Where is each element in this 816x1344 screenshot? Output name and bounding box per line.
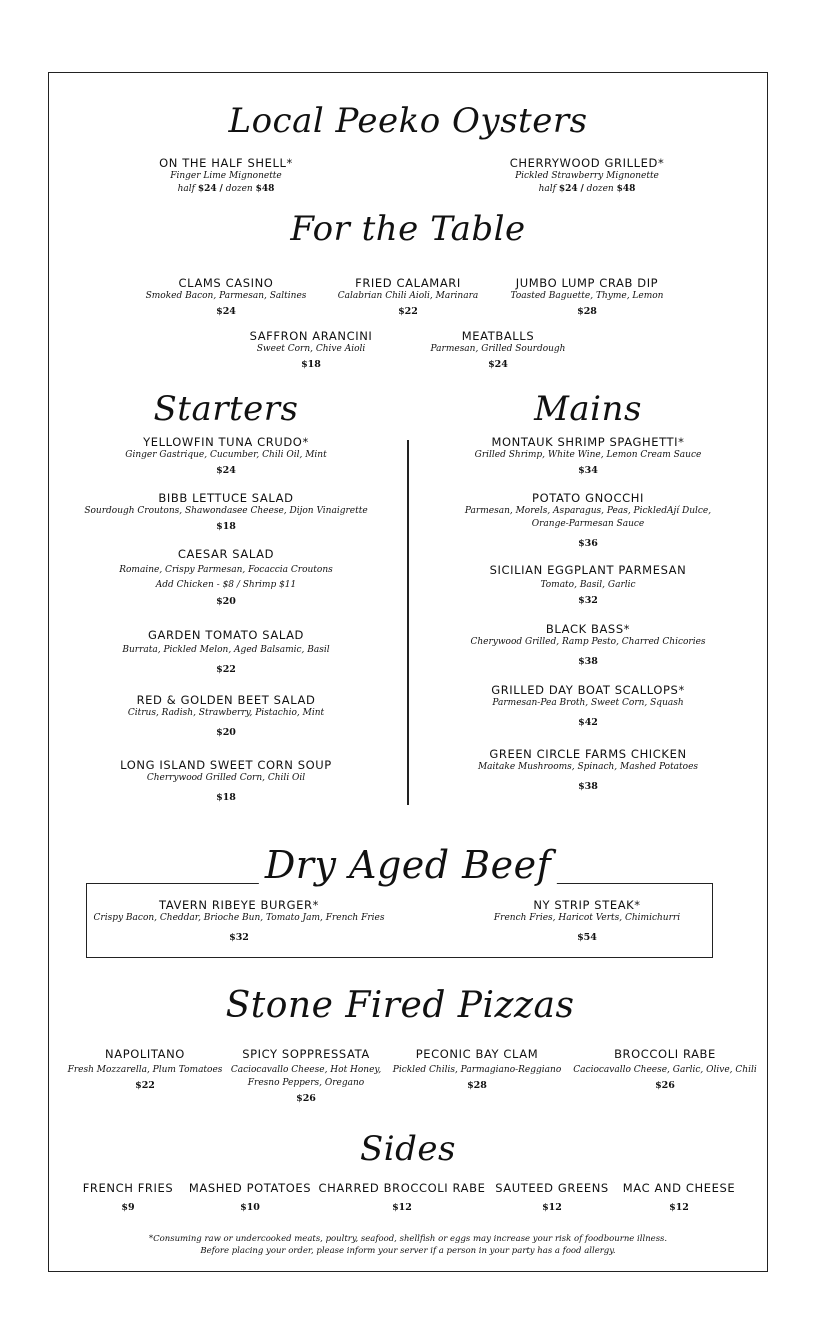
item-description: Finger Lime Mignonette [170, 171, 282, 181]
main-item [478, 747, 698, 793]
item-name: MEATBALLS [461, 329, 535, 343]
item-name: RED & GOLDEN BEET SALAD [136, 693, 316, 707]
item-name: ON THE HALF SHELL* [159, 156, 293, 170]
item-name: NY STRIP STEAK* [533, 898, 641, 912]
starter-item [125, 435, 326, 477]
item-price: $42 [578, 717, 598, 728]
item-name: YELLOWFIN TUNA CRUDO* [143, 435, 309, 449]
item-name: NAPOLITANO [105, 1047, 185, 1061]
dozen-label: dozen [586, 184, 614, 194]
item-price: $36 [578, 538, 598, 549]
beef-item [494, 898, 680, 944]
item-price: $20 [216, 596, 236, 607]
oyster-item [159, 156, 293, 196]
item-price: $26 [655, 1080, 675, 1091]
disclaimer-line: Before placing your order, please inform your server if a person in your party has a food allergy. [200, 1246, 616, 1256]
half-price: $24 [558, 184, 578, 194]
item-description: Cherrywood Grilled Corn, Chili Oil [146, 773, 306, 783]
item-price: $12 [392, 1202, 412, 1213]
column-divider [407, 440, 409, 805]
main-item [475, 435, 702, 477]
item-name: MONTAUK SHRIMP SPAGHETTI* [491, 435, 685, 449]
item-name: FRENCH FRIES [82, 1181, 174, 1195]
table-heading: For the Table [290, 209, 526, 249]
item-price: $18 [216, 521, 236, 532]
side-item [83, 1181, 174, 1214]
item-description: Ginger Gastrique, Cucumber, Chili Oil, Mint [125, 450, 327, 460]
table-item [250, 329, 373, 371]
item-description: Calabrian Chili Aioli, Marinara [337, 291, 479, 301]
pizza-item [573, 1047, 756, 1092]
item-description: Grilled Shrimp, White Wine, Lemon Cream Sauce [474, 450, 702, 460]
item-price: $34 [578, 465, 598, 476]
item-description: Pickled Chilis, Parmagiano-Reggiano [392, 1065, 562, 1075]
table-item [431, 329, 566, 371]
item-name: PECONIC BAY CLAM [415, 1047, 539, 1061]
dozen-price: $48 [255, 184, 275, 194]
pizzas-heading: Stone Fired Pizzas [225, 985, 575, 1026]
item-name: GREEN CIRCLE FARMS CHICKEN [489, 747, 687, 761]
pizza-item [231, 1047, 381, 1105]
item-description: Burrata, Pickled Melon, Aged Balsamic, Basil [122, 645, 330, 655]
item-description: Pickled Strawberry Mignonette [515, 171, 659, 181]
pizza-item [68, 1047, 223, 1092]
item-name: GARDEN TOMATO SALAD [147, 628, 305, 642]
item-addon: Add Chicken - $8 / Shrimp $11 [155, 580, 297, 590]
starter-item [119, 547, 333, 608]
disclaimer-line: *Consuming raw or undercooked meats, poultry, seafood, shellfish or eggs may increase your risk of foodbourne illness. [148, 1234, 668, 1244]
item-description: Smoked Bacon, Parmesan, Saltines [145, 291, 307, 301]
dozen-label: dozen [225, 184, 253, 194]
item-price: $22 [398, 306, 418, 317]
price-separator: / [219, 184, 223, 194]
item-description: Toasted Baguette, Thyme, Lemon [510, 291, 664, 301]
item-description: Sourdough Croutons, Shawondasee Cheese, Dijon Vinaigrette [84, 506, 368, 516]
starter-item [122, 628, 329, 676]
beef-item [94, 898, 385, 944]
item-description-cont: Fresno Peppers, Oregano [247, 1078, 365, 1088]
item-price: $28 [577, 306, 597, 317]
pizza-item [393, 1047, 561, 1092]
price-separator: / [580, 184, 584, 194]
item-name: CHERRYWOOD GRILLED* [509, 156, 665, 170]
item-description: Caciocavallo Cheese, Hot Honey, [230, 1065, 382, 1075]
item-description: Fresh Mozzarella, Plum Tomatoes [67, 1065, 223, 1075]
main-item [470, 622, 705, 668]
sides-heading: Sides [360, 1129, 456, 1169]
beef-heading: Dry Aged Beef [259, 846, 557, 884]
item-price: $32 [229, 932, 249, 943]
item-price: $32 [578, 595, 598, 606]
item-price: $24 [216, 465, 236, 476]
item-name: MAC AND CHEESE [622, 1181, 736, 1195]
item-description: Caciocavallo Cheese, Garlic, Olive, Chili [573, 1065, 757, 1075]
item-price: $24 [216, 306, 236, 317]
item-price: $24 [488, 359, 508, 370]
item-name: SPICY SOPPRESSATA [242, 1047, 370, 1061]
side-item [189, 1181, 311, 1214]
item-name: LONG ISLAND SWEET CORN SOUP [120, 758, 332, 772]
item-name: FRIED CALAMARI [355, 276, 461, 290]
item-prices [159, 183, 293, 196]
allergy-disclaimer [149, 1233, 667, 1257]
item-price: $12 [669, 1202, 689, 1213]
item-name: CLAMS CASINO [178, 276, 274, 290]
main-item [490, 563, 687, 607]
oysters-heading: Local Peeko Oysters [228, 101, 588, 141]
side-item [623, 1181, 735, 1214]
item-name: MASHED POTATOES [188, 1181, 312, 1195]
item-name: JUMBO LUMP CRAB DIP [515, 276, 659, 290]
side-item [319, 1181, 486, 1214]
starters-heading: Starters [153, 389, 299, 429]
item-name: SICILIAN EGGPLANT PARMESAN [489, 563, 687, 577]
table-item [511, 276, 664, 318]
item-price: $26 [296, 1093, 316, 1104]
item-description: Tomato, Basil, Garlic [540, 580, 636, 590]
item-description: French Fries, Haricot Verts, Chimichurri [493, 913, 681, 923]
item-name: GRILLED DAY BOAT SCALLOPS* [491, 683, 685, 697]
item-price: $22 [135, 1080, 155, 1091]
item-price: $38 [578, 781, 598, 792]
item-name: CHARRED BROCCOLI RABE [318, 1181, 486, 1195]
oyster-item [510, 156, 665, 196]
half-label: half [177, 184, 195, 194]
item-name: BROCCOLI RABE [614, 1047, 716, 1061]
item-description: Maitake Mushrooms, Spinach, Mashed Potatoes [477, 762, 699, 772]
mains-heading: Mains [534, 389, 642, 429]
item-name: CAESAR SALAD [177, 547, 275, 561]
item-name: BIBB LETTUCE SALAD [158, 491, 294, 505]
item-name: SAFFRON ARANCINI [249, 329, 373, 343]
item-description-cont: Orange-Parmesan Sauce [531, 519, 645, 529]
item-price: $20 [216, 727, 236, 738]
item-description: Parmesan, Morels, Asparagus, Peas, PickledAjí Dulce, [464, 506, 712, 516]
item-price: $22 [216, 664, 236, 675]
item-prices [510, 183, 665, 196]
item-price: $9 [121, 1202, 135, 1213]
item-name: BLACK BASS* [545, 622, 631, 636]
item-price: $18 [216, 792, 236, 803]
item-price: $10 [240, 1202, 260, 1213]
item-description: Parmesan, Grilled Sourdough [430, 344, 566, 354]
item-price: $28 [467, 1080, 487, 1091]
starter-item [84, 491, 367, 533]
table-item [146, 276, 307, 318]
main-item [465, 491, 711, 550]
item-description: Parmesan-Pea Broth, Sweet Corn, Squash [492, 698, 684, 708]
item-description: Cherywood Grilled, Ramp Pesto, Charred Chicories [470, 637, 706, 647]
item-description: Citrus, Radish, Strawberry, Pistachio, Mint [127, 708, 325, 718]
item-description: Romaine, Crispy Parmesan, Focaccia Croutons [119, 565, 333, 575]
table-item [338, 276, 479, 318]
item-name: TAVERN RIBEYE BURGER* [159, 898, 319, 912]
side-item [495, 1181, 609, 1214]
main-item [491, 683, 685, 729]
half-price: $24 [197, 184, 217, 194]
dozen-price: $48 [616, 184, 636, 194]
item-description: Crispy Bacon, Cheddar, Brioche Bun, Tomato Jam, French Fries [93, 913, 385, 923]
item-price: $18 [301, 359, 321, 370]
half-label: half [538, 184, 556, 194]
item-price: $54 [577, 932, 597, 943]
item-name: POTATO GNOCCHI [532, 491, 644, 505]
starter-item [120, 758, 332, 804]
item-name: SAUTEED GREENS [495, 1181, 609, 1195]
item-description: Sweet Corn, Chive Aioli [256, 344, 366, 354]
starter-item [128, 693, 324, 739]
item-price: $38 [578, 656, 598, 667]
item-price: $12 [542, 1202, 562, 1213]
